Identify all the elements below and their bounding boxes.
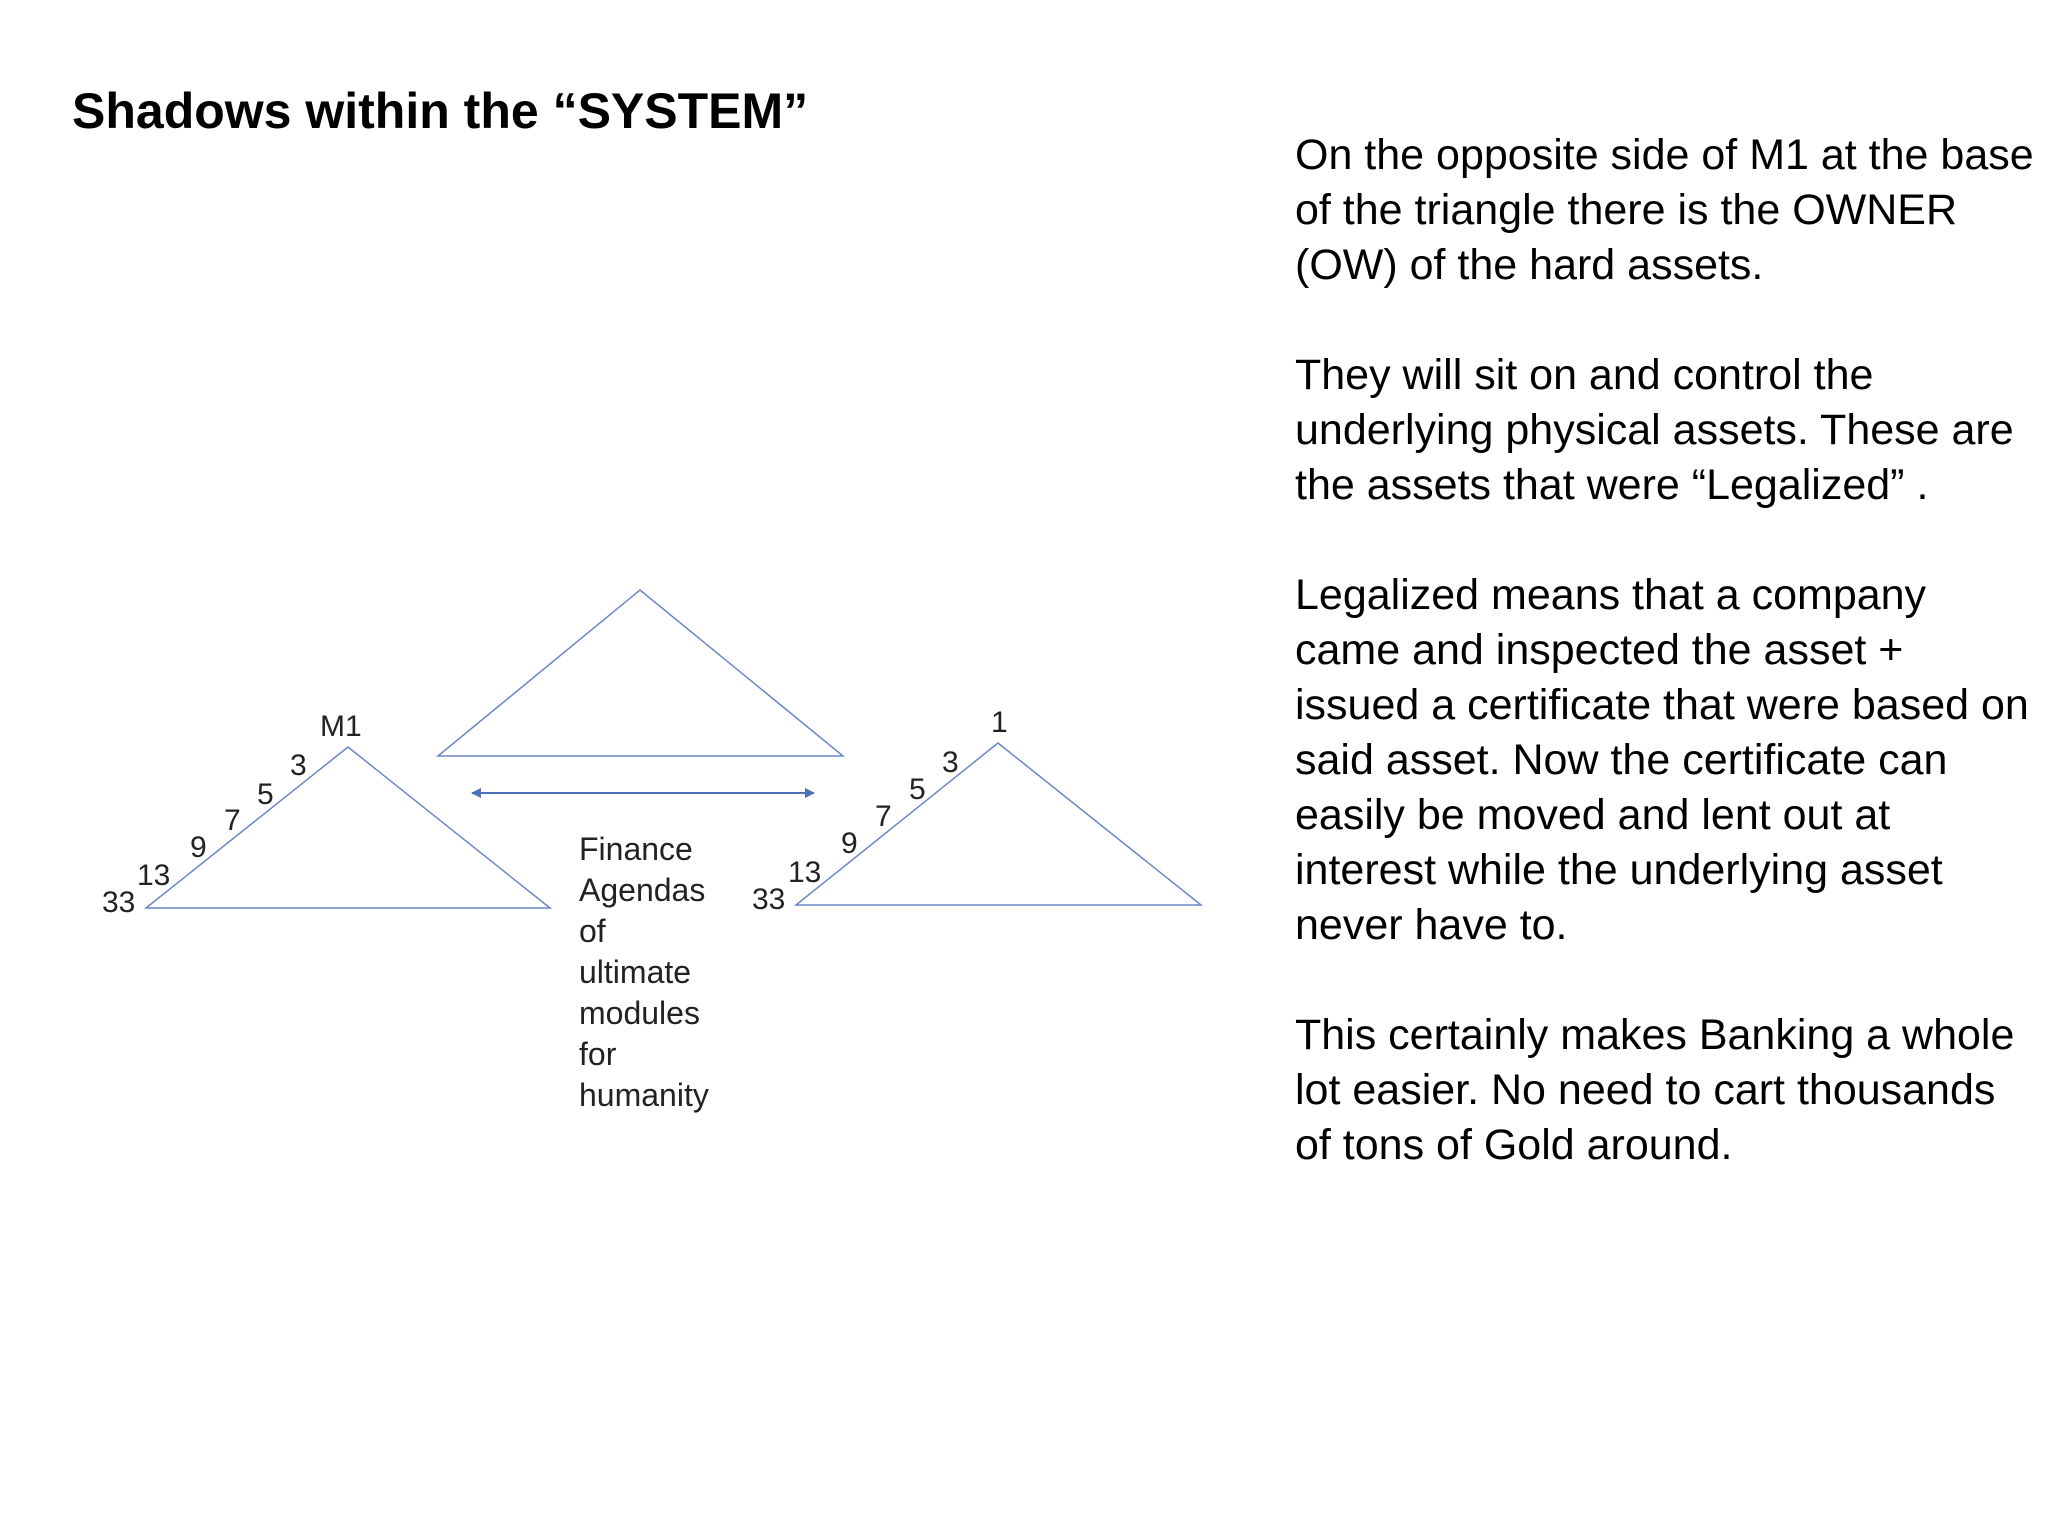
right-level-label: 3 [942,746,959,779]
paragraph-owner: On the opposite side of M1 at the base of the triangle there is the OWNER (OW) of the hard assets. [1295,131,2034,289]
right-level-label: 13 [788,856,822,889]
left-apex-label: M1 [320,710,362,743]
paragraph-legalized: Legalized means that a company came and inspected the asset + issued a certificate that were based on said asset. Now the certificate can easily be moved and lent out at interest while the underlying asset never have to. [1295,571,2029,949]
upper-triangle [438,590,843,756]
right-level-label: 33 [752,883,786,916]
left-level-label: 9 [190,831,207,864]
left-level-label: 3 [290,749,307,782]
caption-line: ultimate [579,954,692,990]
right-level-label: 7 [875,800,892,833]
slide-title: Shadows within the “SYSTEM” [72,83,809,139]
right-level-label: 9 [841,827,858,860]
paragraph-physical-assets: They will sit on and control the underlying physical assets. These are the assets that were “Legalized” . [1295,351,2014,509]
right-level-label: 5 [909,773,926,806]
right-triangle [796,743,1201,905]
left-triangle [146,747,550,908]
right-apex-label: 1 [991,706,1008,739]
caption-line: humanity [579,1077,709,1113]
caption-line: for [579,1036,617,1072]
left-level-label: 33 [102,886,136,919]
left-level-label: 7 [224,804,241,837]
caption-line: Finance [579,831,693,867]
caption-line: modules [579,995,700,1031]
caption-line: Agendas [579,872,706,908]
left-level-label: 5 [257,778,274,811]
left-level-label: 13 [137,859,171,892]
caption-line: of [579,913,606,949]
paragraph-banking: This certainly makes Banking a whole lot easier. No need to cart thousands of tons of Gold around. [1295,1011,2015,1169]
